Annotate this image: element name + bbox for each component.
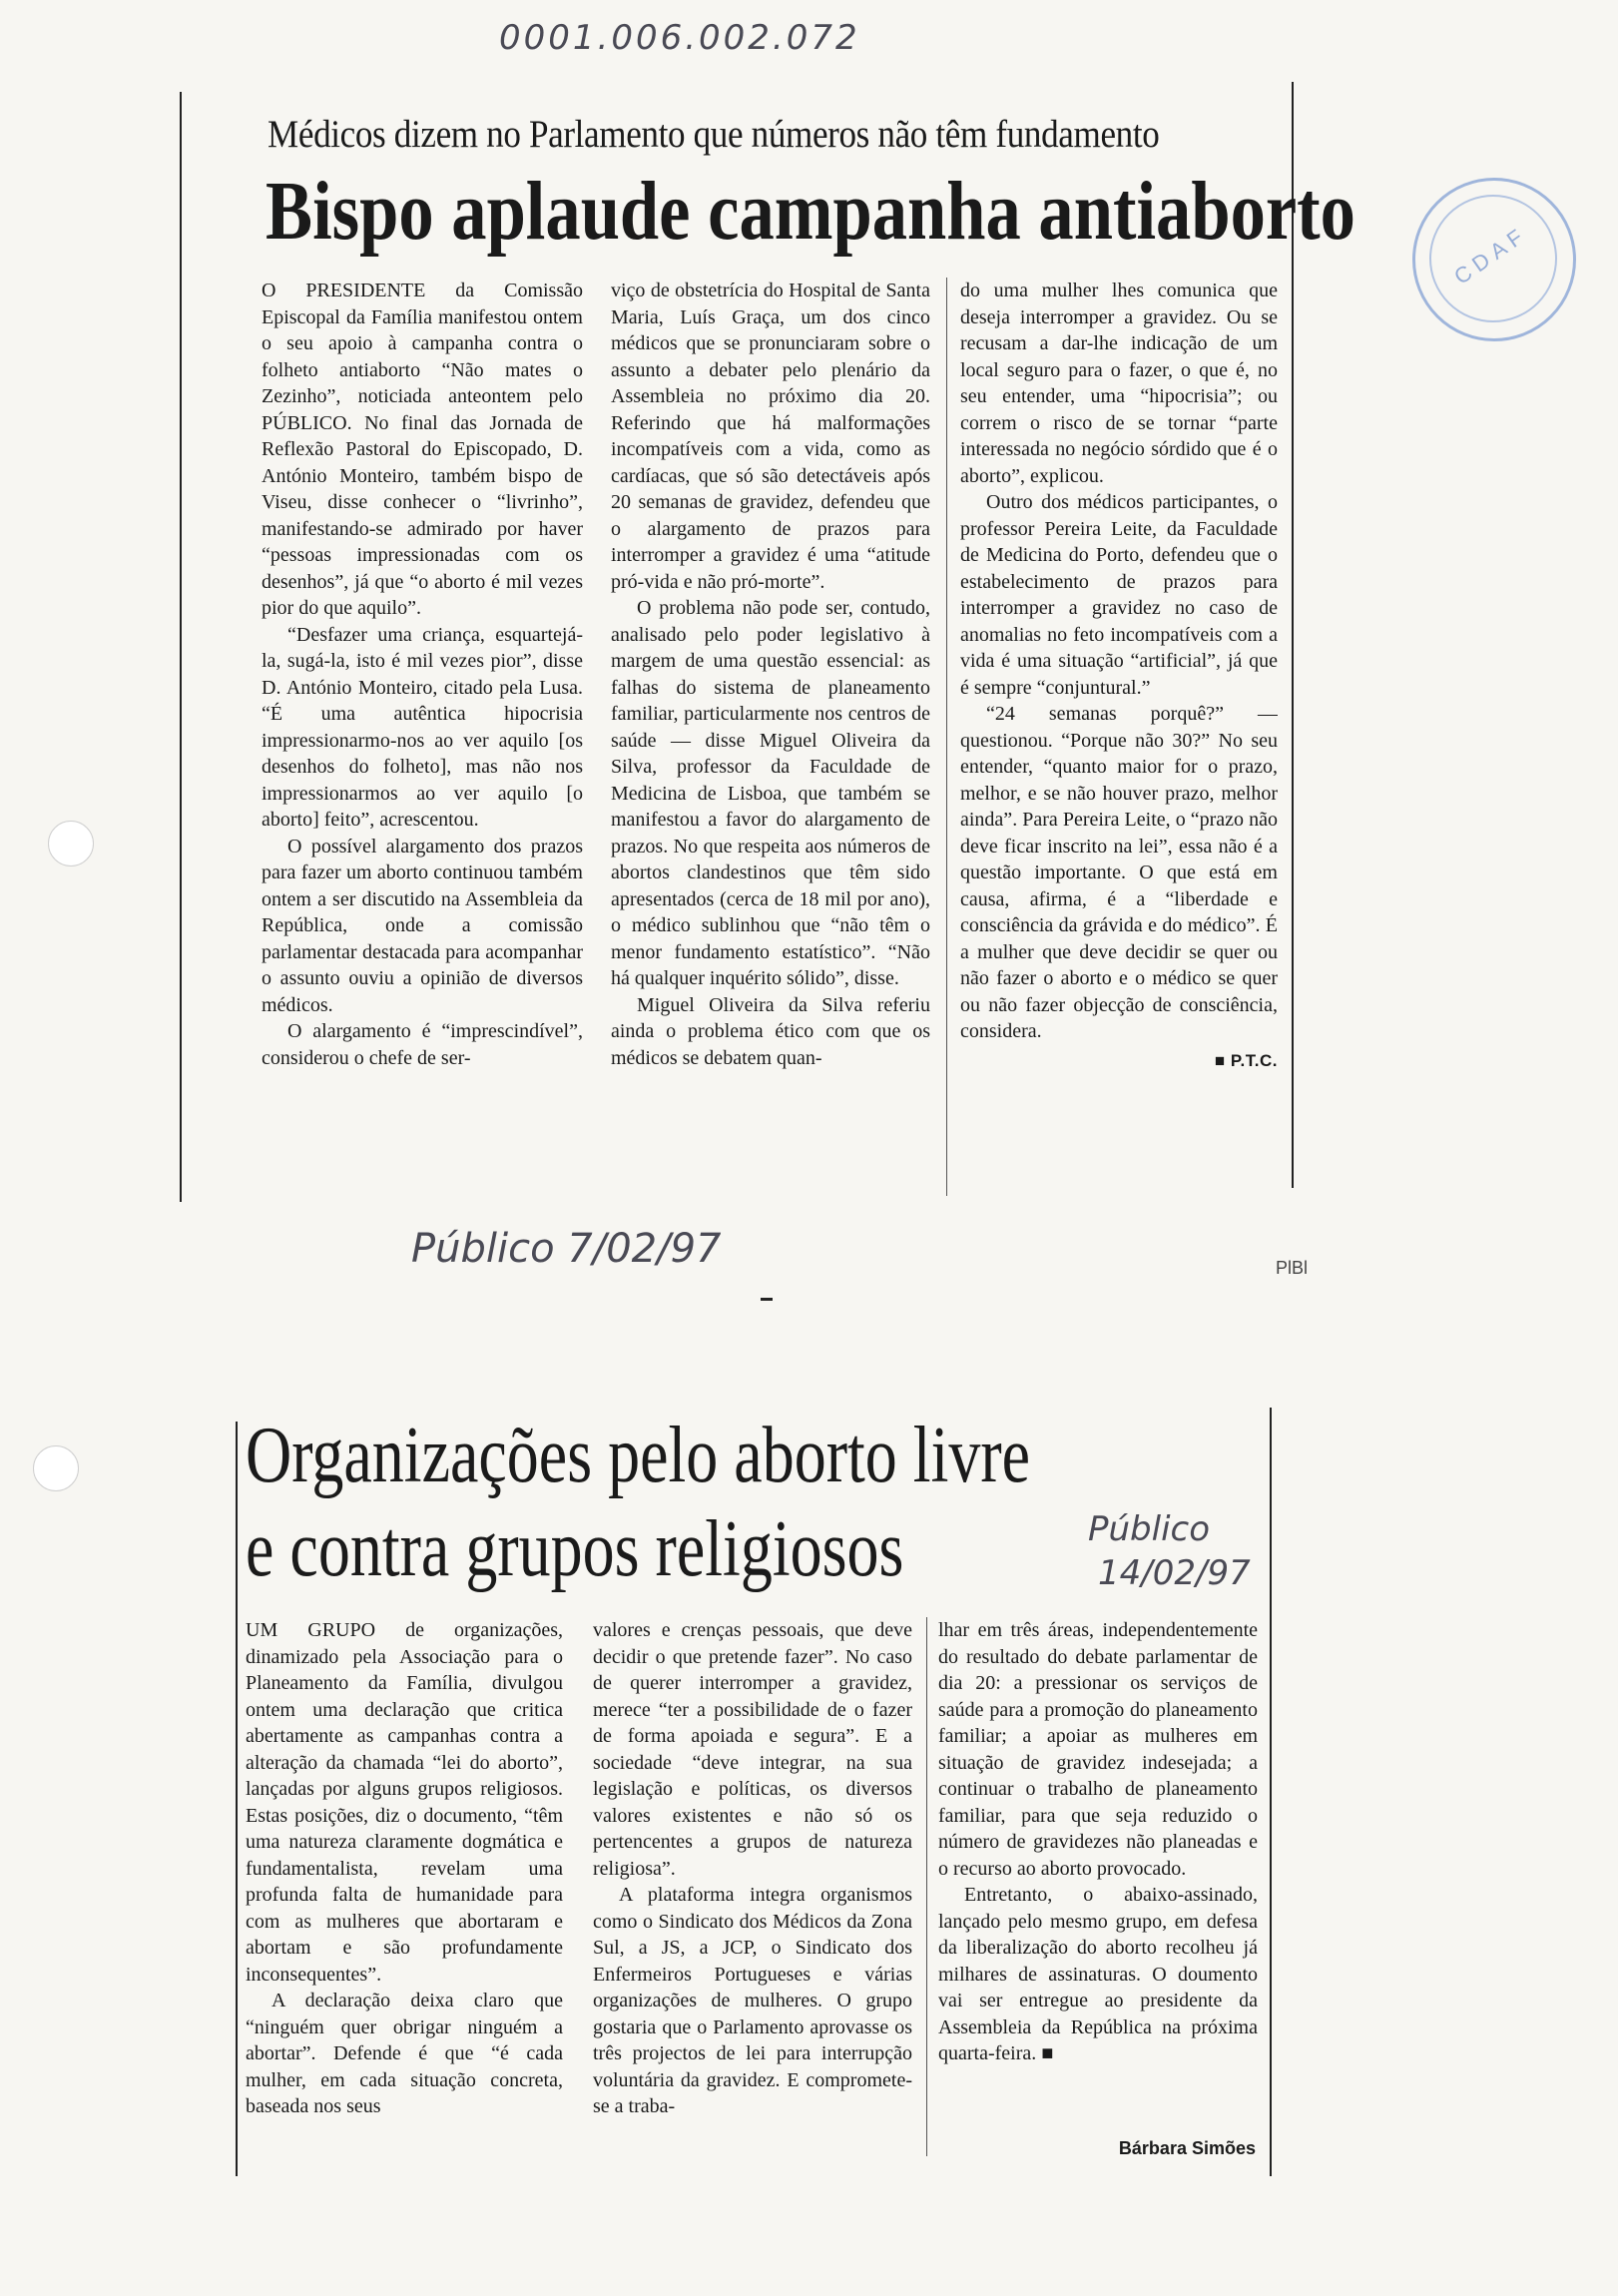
article-2-col2-para-1: valores e crenças pessoais, que deve decidir o que pretende fazer”. No caso de querer interromper a gravidez, merece “ter a possibilidade de o fazer de forma apoiada e segura”. E a sociedade “deve integrar, na sua legislação e políticas, os diversos valores existentes e não só os pertencentes a grupos de natureza religiosa”. bbox=[593, 1619, 912, 1880]
article-1-deck: Médicos dizem no Parlamento que números não têm fundamento bbox=[268, 113, 1160, 156]
article-1-col2-para-2: O problema não pode ser, contudo, analisado pelo poder legislativo à margem de uma questão essencial: as falhas do sistema de planeamento familiar, particularmente nos centros de saúde — disse Miguel Oliveira da Silva, professor da Faculdade de Medicina de Lisboa, que também se manifestou a favor do alargamento de prazos. No que respeita aos números de abortos clandestinos que têm sido apresentados (cerca de 18 mil por ano), o médico sublinhou que “não têm o menor fundamento estatístico”. “Não há qualquer inquérito sólido”, disse. bbox=[611, 597, 930, 989]
article-1-col3-para-3: “24 semanas porquê?” — questionou. “Porque não 30?” No seu entender, “quanto maior for o prazo, melhor, e se não houver prazo, melhor ainda”. Para Pereira Leite, o “prazo não deve ficar inscrito na lei”, essa não é a questão importante. O que está em causa, afirma, é a “liberdade e consciência da grávida e do médico”. É a mulher que deve decidir se quer ou não fazer o aborto e o médico se quer ou não fazer objecção de consciência, considera. bbox=[960, 703, 1278, 1042]
archive-stamp bbox=[1412, 178, 1576, 341]
article-2-column-rule bbox=[926, 1617, 927, 2156]
article-2-col3-para-2: Entretanto, o abaixo-assinado, lançado pelo mesmo grupo, em defesa da liberalização do aborto recolheu já milhares de assinaturas. O doumento vai ser entregue ao presidente da Assembleia da República na próxima quarta-feira. ■ bbox=[938, 1884, 1258, 2064]
article-2-col2-para-2: A plataforma integra organismos como o Sindicato dos Médicos da Zona Sul, a JS, a JCP, o Sindicato dos Enfermeiros Portugueses e várias organizações de mulheres. O grupo gostaria que o Parlamento aprovasse os três projectos de lei para interrupção voluntária da gravidez. E compromete-se a traba- bbox=[593, 1884, 912, 2117]
article-1-left-rule bbox=[180, 92, 182, 1202]
article-2-headline-line-1: Organizações pelo aborto livre bbox=[246, 1412, 1031, 1499]
article-1-handwritten-date: Público 7/02/97 bbox=[411, 1226, 722, 1272]
article-2-column-2 bbox=[593, 1617, 912, 2176]
article-2-col1-para-2: A declaração deixa claro que “ninguém quer obrigar ninguém a abortar”. Defende é que “é cada mulher, em cada situação concreta, baseada nos seus bbox=[246, 1990, 563, 2117]
punch-hole-top bbox=[48, 821, 94, 866]
article-2-column-1 bbox=[246, 1617, 563, 2176]
article-1-signature: ■ P.T.C. bbox=[1214, 1050, 1278, 1070]
article-1-column-rule bbox=[946, 278, 947, 1196]
article-2-right-rule bbox=[1270, 1408, 1272, 2176]
article-2-handwritten-source: Público bbox=[1088, 1509, 1211, 1549]
article-2-column-3 bbox=[938, 1617, 1258, 2136]
article-1-column-3 bbox=[960, 278, 1278, 1236]
article-2-col1-para-1: UM GRUPO de organizações, dinamizado pela Associação para o Planeamento da Família, divulgou ontem uma declaração que critica abertamente as campanhas contra a alteração da chamada “lei do aborto”, lançadas por alguns grupos religiosos. Estas posições, diz o documento, “têm uma natureza claramente dogmática e fundamentalista, revelam uma profunda falta de humanidade para com as mulheres que abortaram e abortam e são profundamente inconsequentes”. bbox=[246, 1619, 563, 1986]
punch-hole-bottom bbox=[33, 1445, 79, 1491]
article-2-handwritten-date: 14/02/97 bbox=[1098, 1553, 1251, 1593]
article-1-column-1 bbox=[262, 278, 583, 1236]
article-1-col2-para-1: viço de obstetrícia do Hospital de Santa Maria, Luís Graça, um dos cinco médicos que se pronunciaram sobre o assunto a debater pelo plenário da Assembleia no próximo dia 20. Referindo que há malformações incompatíveis com a vida, como as cardíacas, que só são detectáveis após 20 semanas de gravidez, defendeu que o alargamento de prazos para interromper a gravidez é uma “atitude pró-vida e não pró-morte”. bbox=[611, 280, 930, 593]
article-1-col3-para-2: Outro dos médicos participantes, o professor Pereira Leite, da Faculdade de Medicina do Porto, defendeu que o estabelecimento de prazos para interromper a gravidez no caso de anomalias no feto incompatíveis com a vida é uma situação “artificial”, já que é sempre “conjuntural.” bbox=[960, 491, 1278, 699]
article-1-col1-para-2: “Desfazer uma criança, esquartejá-la, sugá-la, isto é mil vezes pior”, disse D. António Monteiro, citado pela Lusa. “É uma autêntica hipocrisia impressionarmo-nos ao ver aquilo [os desenhos do folheto], mas não nos impressionarmos ao ver aquilo [o aborto] feito”, acrescentou. bbox=[262, 623, 583, 831]
article-1-col1-para-1: O PRESIDENTE da Comissão Episcopal da Família manifestou ontem o seu apoio à campanha contra o folheto antiaborto “Não mates o Zezinho”, noticiada anteontem pelo PÚBLICO. No final das Jornada de Reflexão Pastoral do Episcopado, D. António Monteiro, também bispo de Viseu, disse conhecer o “livrinho”, manifestando-se admirado por haver “pessoas impressionadas com os desenhos”, já que “o aborto é mil vezes pior do que aquilo”. bbox=[262, 280, 583, 619]
article-2-left-rule bbox=[236, 1422, 238, 2176]
article-2-headline-line-2: e contra grupos religiosos bbox=[246, 1505, 904, 1593]
article-2-col3-para-1: lhar em três áreas, independentemente do resultado do debate parlamentar de dia 20: a pressionar os serviços de saúde para a promoção do planeamento familiar; a apoiar as mulheres em situação de gravidez indesejada; a continuar o trabalho de planeamento familiar, para que seja reduzido o número de gravidezes não planeadas e o recurso ao aborto provocado. bbox=[938, 1619, 1258, 1880]
article-1-col1-para-4: O alargamento é “imprescindível”, considerou o chefe de ser- bbox=[262, 1020, 583, 1069]
article-1-margin-note: PlBl bbox=[1276, 1258, 1309, 1278]
article-1-column-2 bbox=[611, 278, 930, 1236]
article-1-headline: Bispo aplaude campanha antiaborto bbox=[266, 165, 1355, 258]
archive-reference: 0001.006.002.072 bbox=[499, 18, 860, 58]
ink-mark bbox=[761, 1298, 773, 1301]
article-1-col2-para-3: Miguel Oliveira da Silva referiu ainda o problema ético com que os médicos se debatem quan- bbox=[611, 993, 930, 1069]
article-1-col3-para-1: do uma mulher lhes comunica que deseja interromper a gravidez. Ou se recusam a dar-lhe indicação de um local seguro para o fazer, o que é, no seu entender, uma “hipocrisia”; ou correm o risco de se tornar “parte interessada no negócio sórdido que é o aborto”, explicou. bbox=[960, 280, 1278, 487]
article-2-byline: Bárbara Simões bbox=[1118, 2138, 1256, 2158]
stamp-text: CDAF bbox=[1449, 221, 1533, 289]
article-1-col1-para-3: O possível alargamento dos prazos para fazer um aborto continuou também ontem a ser discutido na Assembleia da República, onde a comissão parlamentar destacada para acompanhar o assunto ouviu a opinião de diversos médicos. bbox=[262, 835, 583, 1016]
